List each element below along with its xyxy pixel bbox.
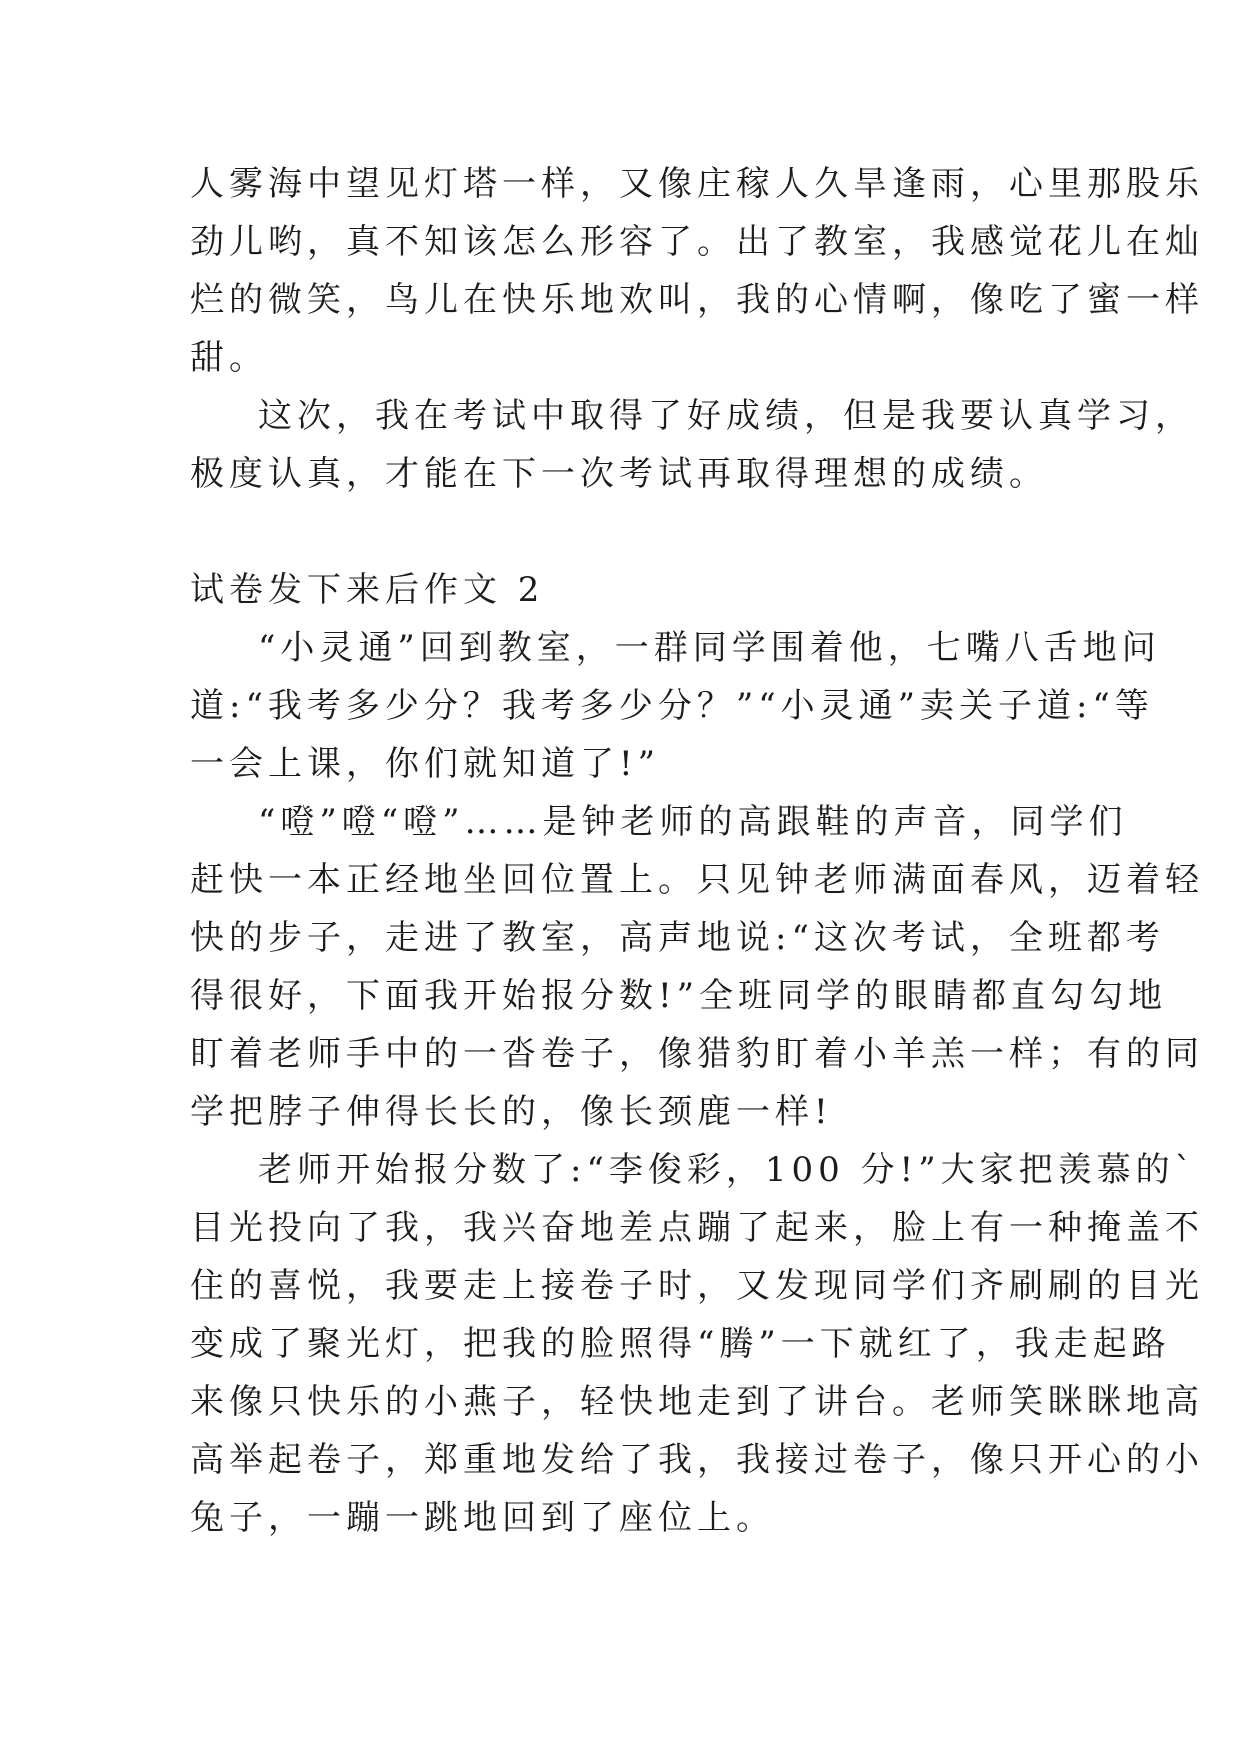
- text-line: 学把脖子伸得长长的，像长颈鹿一样!: [190, 1092, 833, 1132]
- text-line: 快的步子，走进了教室，高声地说:“这次考试，全班都考: [190, 918, 1165, 958]
- text-line: 一会上课，你们就知道了!”: [190, 744, 661, 784]
- text-line: 兔子，一蹦一跳地回到了座位上。: [190, 1498, 775, 1538]
- paragraph: [190, 619, 1161, 793]
- text-line: 来像只快乐的小燕子，轻快地走到了讲台。老师笑眯眯地高: [190, 1382, 1204, 1422]
- text-line: 高举起卷子，郑重地发给了我，我接过卷子，像只开心的小: [190, 1440, 1204, 1480]
- text-line: “噔”噔“噔”……是钟老师的高跟鞋的声音，同学们: [258, 802, 1128, 842]
- text-line: 道:“我考多少分？我考多少分？”“小灵通”卖关子道:“等: [190, 686, 1154, 726]
- text-line: 得很好，下面我开始报分数!”全班同学的眼睛都直勾勾地: [190, 976, 1168, 1016]
- text-line: 盯着老师手中的一沓卷子，像猎豹盯着小羊羔一样；有的同: [190, 1034, 1204, 1074]
- text-line: 目光投向了我，我兴奋地差点蹦了起来，脸上有一种掩盖不: [190, 1208, 1204, 1248]
- text-line: 甜。: [190, 338, 268, 378]
- paragraph: [190, 155, 1204, 387]
- text-line: “小灵通”回到教室，一群同学围着他，七嘴八舌地问: [258, 628, 1161, 668]
- section-spacer: [190, 503, 1070, 561]
- paragraph: [190, 1141, 1204, 1547]
- text-line: 变成了聚光灯，把我的脸照得“腾”一下就红了，我走起路: [190, 1324, 1171, 1364]
- paragraph: [190, 793, 1204, 1141]
- text-line: 人雾海中望见灯塔一样，又像庄稼人久旱逢雨，心里那股乐: [190, 164, 1204, 204]
- text-line: 极度认真，才能在下一次考试再取得理想的成绩。: [190, 454, 1048, 494]
- text-line: 这次，我在考试中取得了好成绩，但是我要认真学习，: [258, 396, 1194, 436]
- text-line: 赶快一本正经地坐回位置上。只见钟老师满面春风，迈着轻: [190, 860, 1204, 900]
- paragraph: [190, 387, 1194, 503]
- text-line: 住的喜悦，我要走上接卷子时，又发现同学们齐刷刷的目光: [190, 1266, 1204, 1306]
- text-line: 烂的微笑，鸟儿在快乐地欢叫，我的心情啊，像吃了蜜一样: [190, 280, 1204, 320]
- document-body: [190, 155, 1204, 1547]
- text-line: 老师开始报分数了:“李俊彩，100 分!”大家把羡慕的`: [258, 1150, 1197, 1190]
- text-line: 劲儿哟，真不知该怎么形容了。出了教室，我感觉花儿在灿: [190, 222, 1204, 262]
- section-title: 试卷发下来后作文 2: [190, 570, 545, 610]
